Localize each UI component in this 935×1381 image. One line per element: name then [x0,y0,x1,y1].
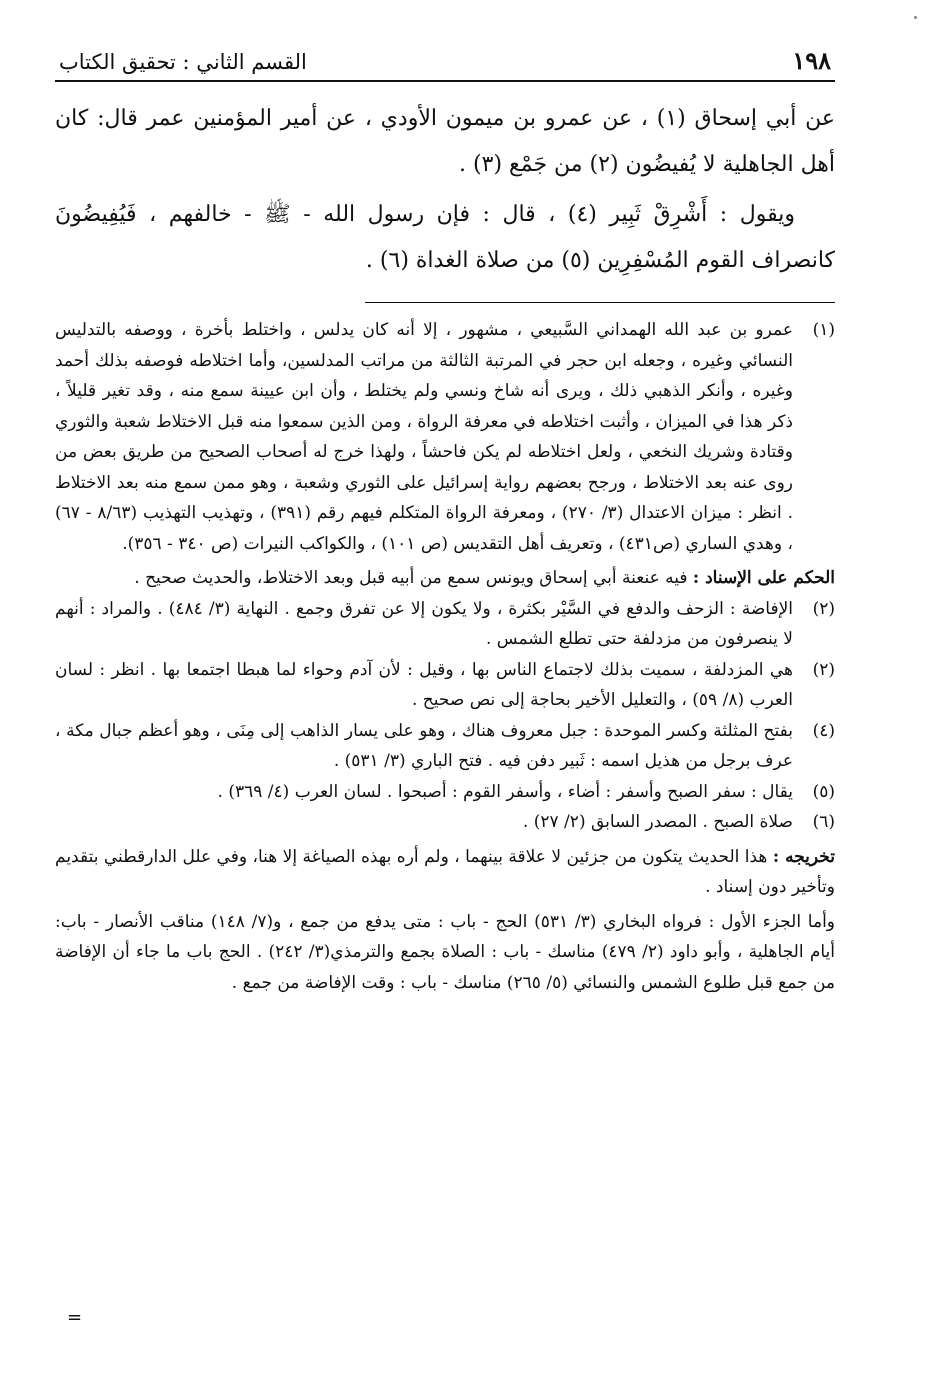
footnote-separator [365,302,835,303]
footnote-6 [55,807,835,838]
footnotes [55,315,835,998]
isnad-ruling [55,563,835,594]
footnote-number: (٥) [812,781,835,802]
continuation-mark: = [67,1307,83,1328]
footnote-number: (١) [812,320,835,340]
footnote-1 [55,315,835,559]
scan-speck [914,16,917,19]
footnote-3 [55,655,835,716]
main-paragraph-2: ويقول : أَشْرِقْ ثَبِير (٤) ، قال : فإن رسول الله - ﷺ - خالفهم ، فَيُفِيضُونَ كانصراف القوم المُسْفِرِين (٥) من صلاة الغداة (٦) . [55,202,835,273]
footnote-number: (٢) [812,659,835,680]
takhrij-part-one: وأما الجزء الأول : فرواه البخاري (٣/ ٥٣١) الحج - باب : متى يدفع من جمع ، و(٧/ ١٤٨) مناقب الأنصار - باب: أيام الجاهلية ، وأبو داود (٢/ ٤٧٩) مناسك - باب : الصلاة بجمع والترمذي(٣/ ٢٤٢) . الحج باب ما جاء أن الإفاضة من جمع قبل طلوع الشمس والنسائي (٥/ ٢٦٥) مناسك - باب : وقت الإفاضة من جمع . [55,911,835,993]
footnote-text: يقال : سفر الصبح وأسفر : أضاء ، وأسفر القوم : أصبحوا . لسان العرب (٤/ ٣٦٩) . [217,781,793,802]
footnote-2 [55,594,835,655]
page-number: ١٩٨ [792,46,831,75]
isnad-ruling-label: الحكم على الإسناد : [692,568,835,588]
book-page [55,40,835,1340]
isnad-ruling-text: فيه عنعنة أبي إسحاق ويونس سمع من أبيه قبل وبعد الاختلاط، والحديث صحيح . [134,568,693,588]
footnote-text: هي المزدلفة ، سميت بذلك لاجتماع الناس بها ، وقيل : لأن آدم وحواء لما هبطا اجتمعا بها . انظر : لسان العرب (٨/ ٥٩) ، والتعليل الأخير بحاجة إلى نص صحيح . [55,659,793,710]
footnote-number: (٦) [812,812,835,832]
footnote-text: الإفاضة : الزحف والدفع في السَّيْر بكثرة ، ولا يكون إلا عن تفرق وجمع . النهاية (٣/ ٤٨٤) . والمراد : أنهم لا ينصرفون من مزدلفة حتى تطلع الشمس . [55,598,793,649]
footnote-number: (٤) [812,720,835,741]
main-text [55,96,835,284]
takhrij-label: تخريجه : [772,846,835,867]
footnote-text: بفتح المثلثة وكسر الموحدة : جبل معروف هناك ، وهو على يسار الذاهب إلى مِنَى ، وهو أعظم جبال مكة ، عرف برجل من هذيل اسمه : ثَبير دفن فيه . فتح الباري (٣/ ٥٣١) . [55,720,793,771]
page-header [55,40,835,82]
main-paragraph-1: عن أبي إسحاق (١) ، عن عمرو بن ميمون الأودي ، عن أمير المؤمنين عمر قال: كان أهل الجاهلية لا يُفيضُون (٢) من جَمْع (٣) . [55,106,836,177]
footnote-number: (٢) [812,598,835,619]
footnote-5 [55,777,835,808]
takhrij-text: هذا الحديث يتكون من جزئين لا علاقة بينهما ، ولم أره بهذه الصياغة إلا هنا، وفي علل الدارقطني بتقديم وتأخير دون إسناد . [55,846,835,897]
takhrij [55,842,835,903]
footnote-text: عمرو بن عبد الله الهمداني السَّبيعي ، مشهور ، إلا أنه كان يدلس ، واختلط بأخرة ، ووصفه بالتدليس النسائي وغيره ، وجعله ابن حجر في المرتبة الثالثة من مراتب المدلسين، وأما اختلاطه فوصفه بذلك أحمد وغيره ، وأنكر الذهبي ذلك ، ويرى أنه شاخ ونسي ولم يختلط ، وأن ابن عيينة سمع منه ، وقد تغير قليلاً ، ذكر هذا في الميزان ، وأثبت اختلاطه في معرفة الرواة ، ومن الذين سمعوا منه قبل الاختلاط شعبة والثوري وقتادة وشريك النخعي ، ولعل اختلاطه لم يكن فاحشاً ، ولهذا خرج له أصحاب الصحيح من طريق بعض من روى عنه بعد الاختلاط ، ورجح بعضهم رواية إسرائيل على الثوري وشعبة ، وهو ممن سمع منه بعد الاختلاط . انظر : ميزان الاعتدال (٣/ ٢٧٠) ، ومعرفة الرواة المتكلم فيهم رقم (٣٩١) ، وتهذيب التهذيب (٨/٦٣ - ٦٧) ، وهدي الساري (ص٤٣١) ، وتعريف أهل التقديس (ص ١٠١) ، والكواكب النيرات (ص ٣٤٠ - ٣٥٦). [55,320,793,554]
footnote-4 [55,716,835,777]
running-title: القسم الثاني : تحقيق الكتاب [59,50,307,74]
footnote-text: صلاة الصبح . المصدر السابق (٢/ ٢٧) . [522,812,793,832]
